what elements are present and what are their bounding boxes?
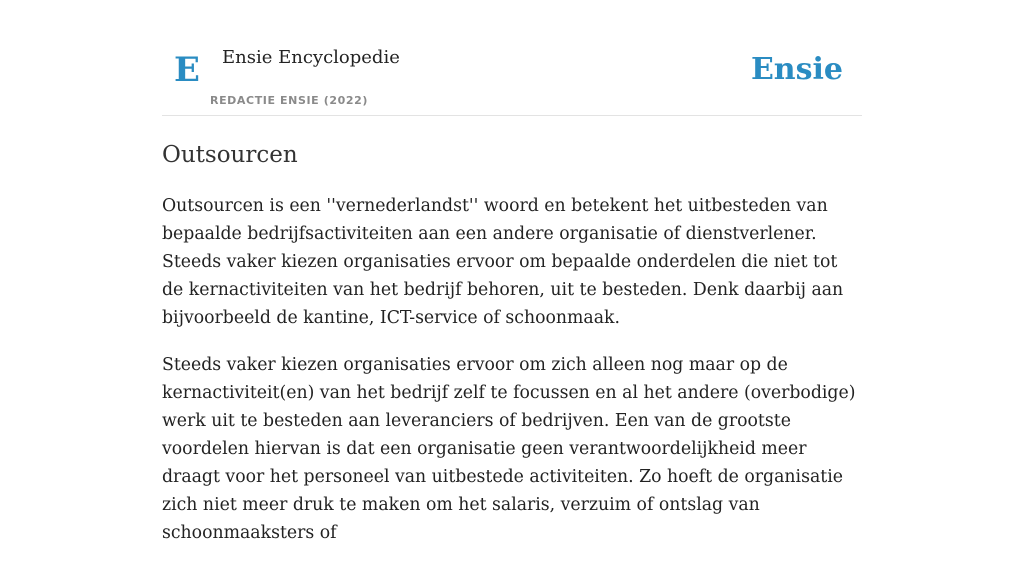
brand-logo[interactable]: Ensie [750,52,843,87]
article-body [162,192,862,566]
header [162,0,862,116]
source-author: REDACTIE ENSIE (2022) [210,94,368,107]
article-paragraph: Outsourcen is een ''vernederlandst'' woord en betekent het uitbesteden van bepaalde bedrijfsactiviteiten aan een andere organisatie of dienstverlener. Steeds vaker kiezen organisaties ervoor om bepaalde onderdelen die niet tot de kernactiviteiten van het bedrijf behoren, uit te besteden. Denk daarbij aan bijvoorbeeld de kantine, ICT-service of schoonmaak. [162,196,844,328]
ensie-logo-icon: E [174,50,200,90]
article-paragraph: Steeds vaker kiezen organisaties ervoor om zich alleen nog maar op de kernactiviteit(en) van het bedrijf zelf te focussen en al het andere (overbodige) werk uit te besteden aan leveranciers of bedrijven. Een van de grootste voordelen hiervan is dat een organisatie geen verantwoordelijkheid meer draagt voor het personeel van uitbestede activiteiten. Zo hoeft de organisatie zich niet meer druk te maken om het salaris, verzuim of ontslag van schoonmaaksters of [162,355,856,543]
page [162,0,862,543]
source-title: Ensie Encyclopedie [222,47,400,68]
article-title: Outsourcen [162,142,298,168]
